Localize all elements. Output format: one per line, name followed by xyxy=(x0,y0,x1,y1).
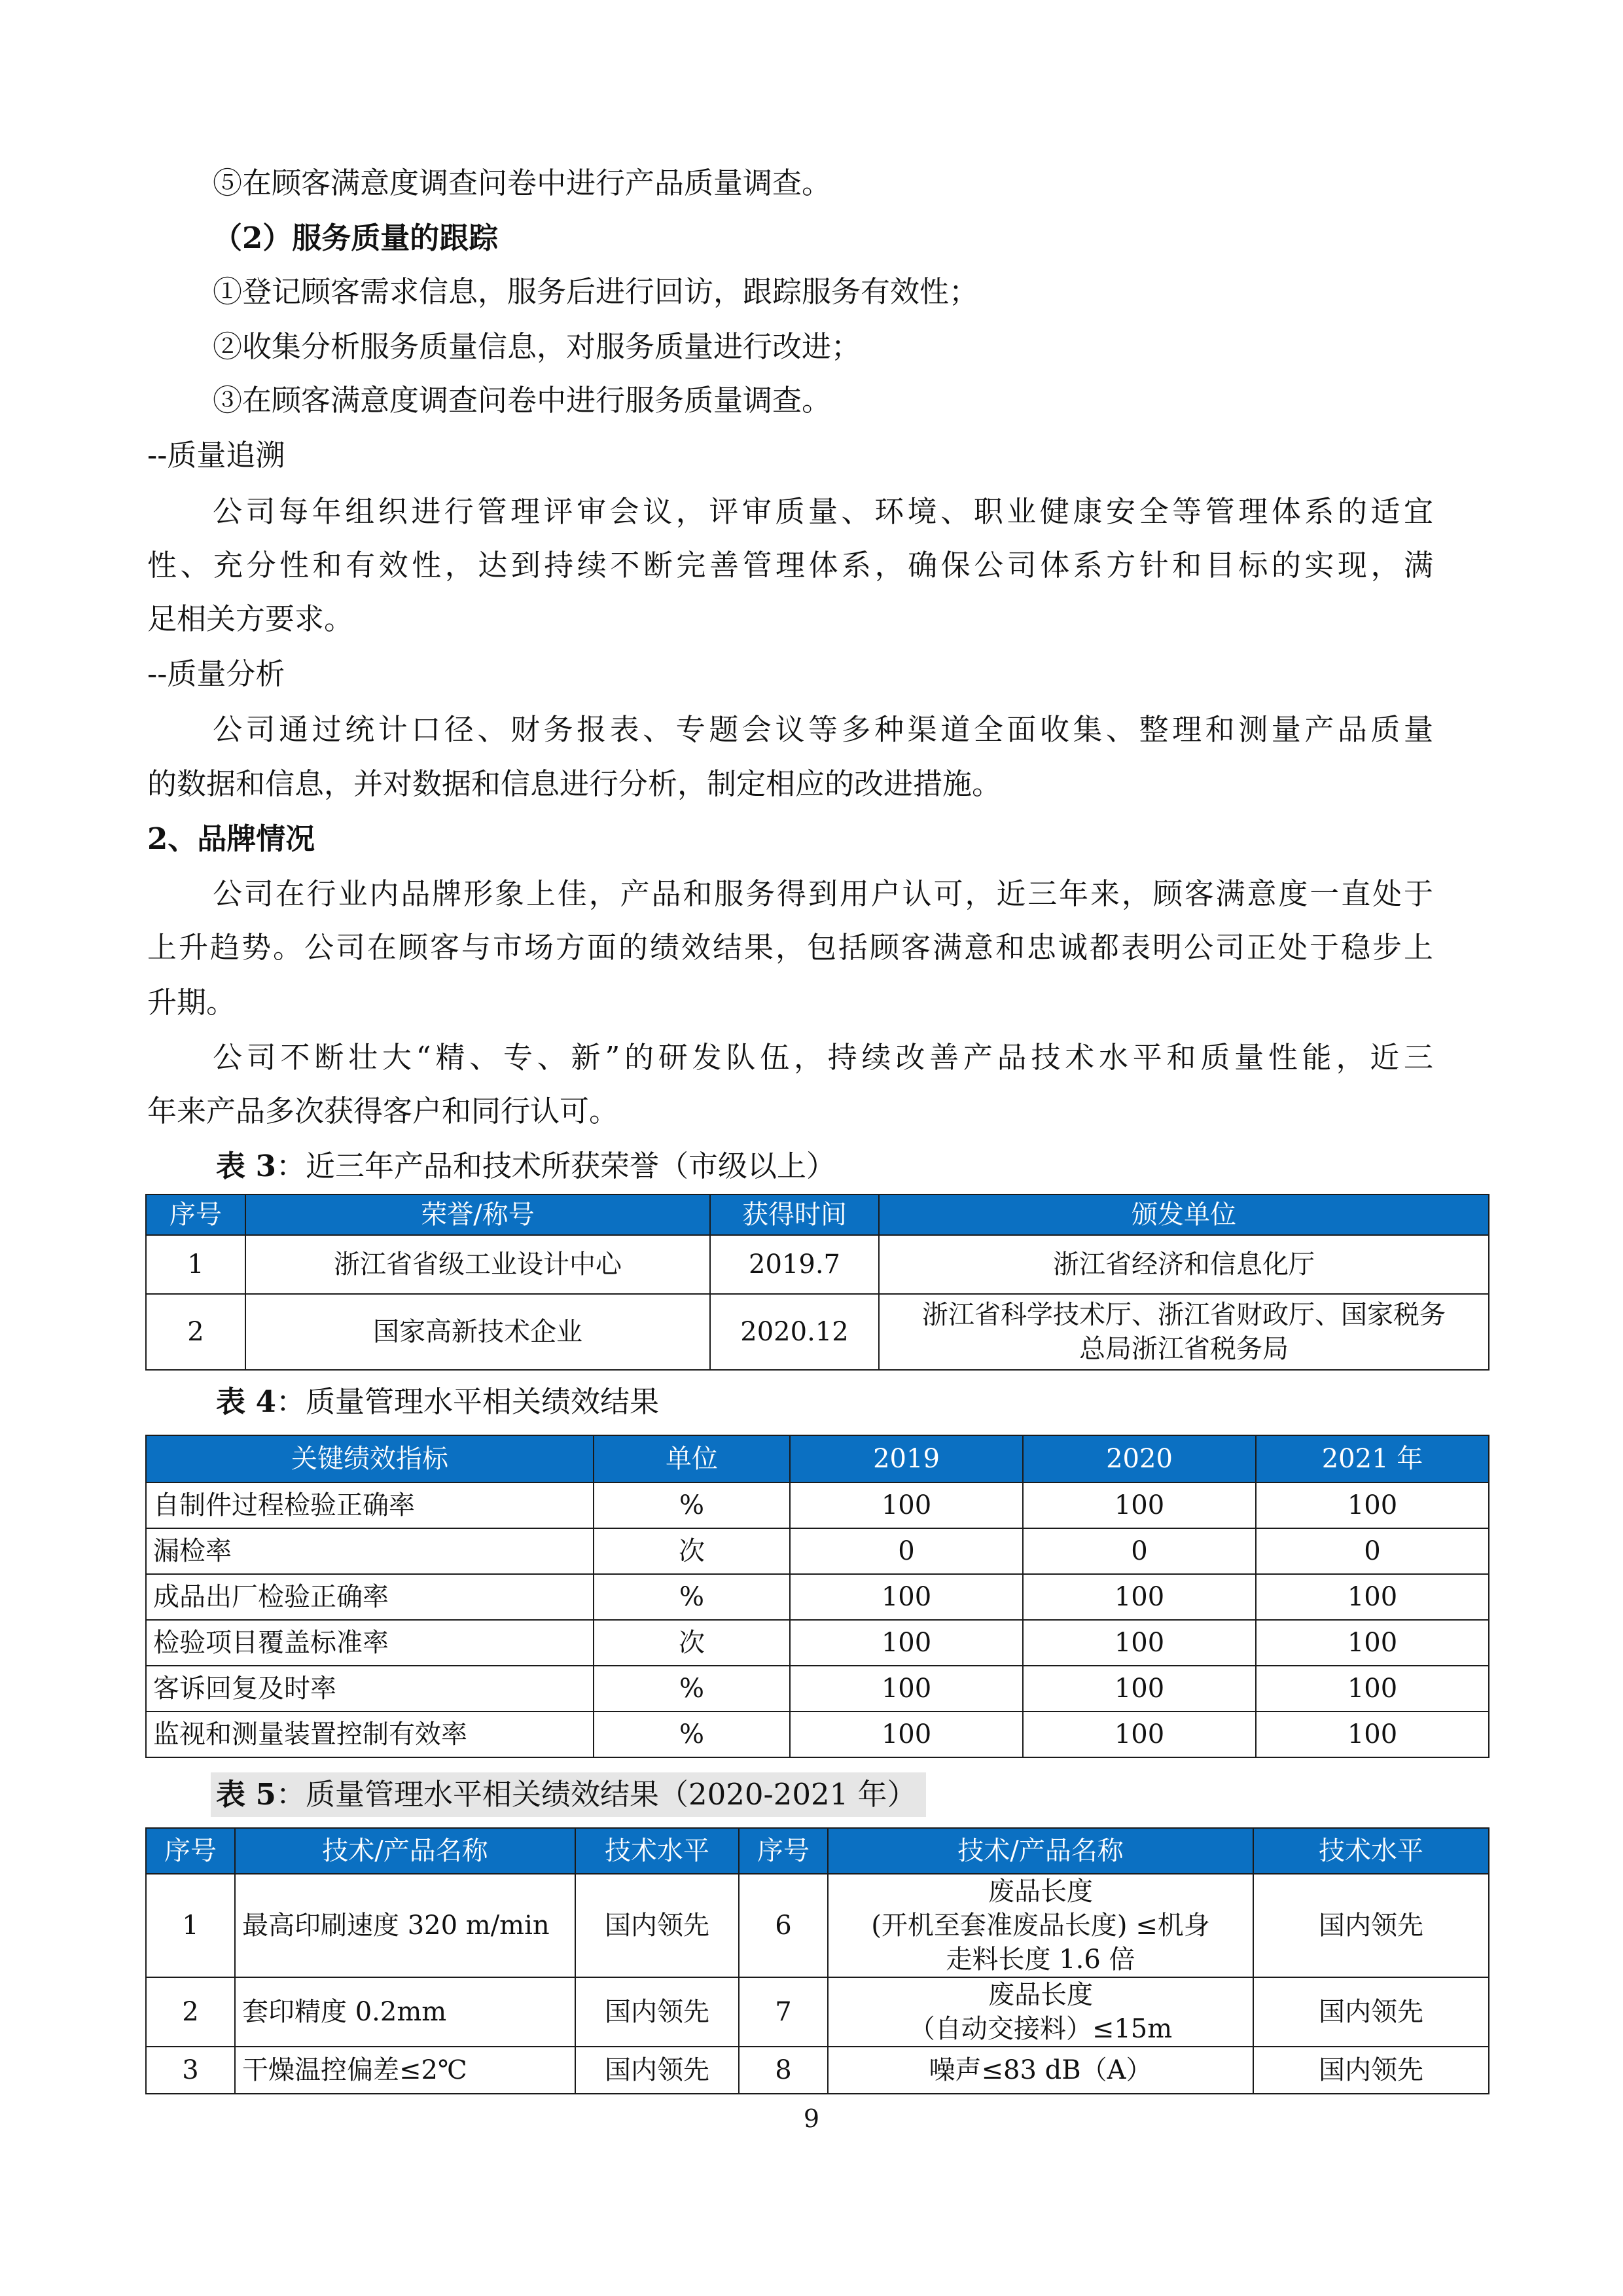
paragraph-brand-line-1: 公司在行业内品牌形象上佳，产品和服务得到用户认可，近三年来，顾客满意度一直处于 xyxy=(213,876,1433,911)
table4-header-cell: 2020 xyxy=(1023,1435,1256,1482)
table4-header-cell: 2019 xyxy=(790,1435,1023,1482)
table3-cell-no: 2 xyxy=(146,1294,245,1370)
table4-caption xyxy=(216,1382,659,1422)
table5-cell-level: 国内领先 xyxy=(1253,2047,1489,2094)
table5-cell-no: 2 xyxy=(146,1977,235,2047)
table5-cell-no: 3 xyxy=(146,2047,235,2094)
table4-cell: 100 xyxy=(1256,1482,1489,1528)
paragraph-service-item-2: ②收集分析服务质量信息，对服务质量进行改进； xyxy=(213,329,861,364)
table4-cell: 0 xyxy=(1023,1528,1256,1574)
table4-cell-indicator: 监视和测量装置控制有效率 xyxy=(146,1712,594,1757)
table5-cell-name: 干燥温控偏差≤2℃ xyxy=(235,2047,575,2094)
table3-caption-text: ：近三年产品和技术所获荣誉（市级以上） xyxy=(276,1149,836,1183)
table4-cell: 次 xyxy=(594,1620,790,1666)
table5-header-cell: 技术/产品名称 xyxy=(828,1828,1253,1874)
heading-brand: 2、品牌情况 xyxy=(147,821,315,856)
paragraph-traceability-line-1: 公司每年组织进行管理评审会议，评审质量、环境、职业健康安全等管理体系的适宜 xyxy=(213,494,1433,529)
paragraph-service-item-1: ①登记顾客需求信息，服务后进行回访，跟踪服务有效性； xyxy=(213,274,979,309)
table5-header-cell: 序号 xyxy=(739,1828,828,1874)
table5-name-line: 废品长度 xyxy=(988,1876,1093,1907)
table4-cell: 100 xyxy=(790,1620,1023,1666)
table4-caption-label: 表 4 xyxy=(216,1384,276,1419)
table4-cell: 100 xyxy=(790,1712,1023,1757)
table3-cell-issuer xyxy=(879,1294,1489,1370)
paragraph-team-line-1: 公司不断壮大“精、专、新”的研发队伍，持续改善产品技术水平和质量性能，近三 xyxy=(213,1040,1433,1075)
table4-cell: % xyxy=(594,1574,790,1620)
page-number: 9 xyxy=(803,2104,820,2133)
table5-cell-no: 8 xyxy=(739,2047,828,2094)
table4-cell: 100 xyxy=(790,1482,1023,1528)
table5-header-cell: 技术水平 xyxy=(1253,1828,1489,1874)
table-row xyxy=(146,1977,1489,2047)
table4-cell: 次 xyxy=(594,1528,790,1574)
table4-cell: 100 xyxy=(1023,1482,1256,1528)
table4-cell: % xyxy=(594,1712,790,1757)
paragraph-team-line-2: 年来产品多次获得客户和同行认可。 xyxy=(147,1094,619,1128)
table4-cell: % xyxy=(594,1482,790,1528)
table4-cell: 0 xyxy=(790,1528,1023,1574)
paragraph-service-item-3b: ③在顾客满意度调查问卷中进行服务质量调查。 xyxy=(213,383,832,418)
table-row xyxy=(146,2047,1489,2094)
table4-performance xyxy=(145,1435,1489,1758)
table5-cell-level: 国内领先 xyxy=(575,1977,739,2047)
table-row xyxy=(146,1666,1489,1712)
table5-cell-name: 套印精度 0.2mm xyxy=(235,1977,575,2047)
table3-header-row xyxy=(146,1194,1489,1235)
table5-cell-no: 6 xyxy=(739,1874,828,1977)
heading-quality-traceability: --质量追溯 xyxy=(147,438,285,473)
table4-cell: 0 xyxy=(1256,1528,1489,1574)
paragraph-product-survey: ⑤在顾客满意度调查问卷中进行产品质量调查。 xyxy=(213,166,832,200)
paragraph-traceability-line-3: 足相关方要求。 xyxy=(147,601,354,636)
table5-cell-level: 国内领先 xyxy=(575,1874,739,1977)
table-row xyxy=(146,1482,1489,1528)
table4-cell: 100 xyxy=(1256,1712,1489,1757)
table3-cell-title: 浙江省省级工业设计中心 xyxy=(245,1235,710,1294)
table3-header-cell: 荣誉/称号 xyxy=(245,1194,710,1235)
table-row xyxy=(146,1620,1489,1666)
table5-name-line: 废品长度 xyxy=(988,1980,1093,2010)
table5-cell-name: 噪声≤83 dB（A） xyxy=(828,2047,1253,2094)
table5-name-line: （自动交接料）≤15m xyxy=(908,2014,1173,2044)
table4-cell: 100 xyxy=(1256,1666,1489,1712)
paragraph-brand-line-2: 上升趋势。公司在顾客与市场方面的绩效结果，包括顾客满意和忠诚都表明公司正处于稳步上 xyxy=(147,930,1433,965)
table-row xyxy=(146,1574,1489,1620)
table4-cell: 100 xyxy=(790,1574,1023,1620)
table3-cell-title: 国家高新技术企业 xyxy=(245,1294,710,1370)
table3-caption xyxy=(216,1147,836,1186)
table3-cell-time: 2019.7 xyxy=(710,1235,879,1294)
paragraph-traceability-line-2: 性、充分性和有效性，达到持续不断完善管理体系，确保公司体系方针和目标的实现，满 xyxy=(147,548,1433,583)
table5-caption-text: ：质量管理水平相关绩效结果（2020-2021 年） xyxy=(276,1777,917,1812)
table3-cell-no: 1 xyxy=(146,1235,245,1294)
table4-cell: 100 xyxy=(1023,1666,1256,1712)
table5-cell-name xyxy=(828,1874,1253,1977)
table4-cell-indicator: 客诉回复及时率 xyxy=(146,1666,594,1712)
table5-cell-level: 国内领先 xyxy=(575,2047,739,2094)
table5-header-cell: 技术/产品名称 xyxy=(235,1828,575,1874)
table4-header-cell: 关键绩效指标 xyxy=(146,1435,594,1482)
table3-honors xyxy=(145,1194,1489,1371)
table4-header-cell: 单位 xyxy=(594,1435,790,1482)
table5-header-cell: 序号 xyxy=(146,1828,235,1874)
table3-header-cell: 颁发单位 xyxy=(879,1194,1489,1235)
table5-cell-no: 7 xyxy=(739,1977,828,2047)
table4-caption-text: ：质量管理水平相关绩效结果 xyxy=(276,1384,659,1419)
table-row xyxy=(146,1712,1489,1757)
table4-header-cell: 2021 年 xyxy=(1256,1435,1489,1482)
table5-header-cell: 技术水平 xyxy=(575,1828,739,1874)
table4-cell-indicator: 自制件过程检验正确率 xyxy=(146,1482,594,1528)
heading-quality-analysis: --质量分析 xyxy=(147,656,285,691)
table4-cell-indicator: 漏检率 xyxy=(146,1528,594,1574)
heading-service-tracking: （2）服务质量的跟踪 xyxy=(213,221,499,255)
table-row xyxy=(146,1235,1489,1294)
table4-cell: 100 xyxy=(1256,1574,1489,1620)
table4-cell-indicator: 成品出厂检验正确率 xyxy=(146,1574,594,1620)
paragraph-analysis-line-1: 公司通过统计口径、财务报表、专题会议等多种渠道全面收集、整理和测量产品质量 xyxy=(213,712,1433,747)
table3-issuer-line: 浙江省科学技术厅、浙江省财政厅、国家税务 xyxy=(922,1300,1446,1330)
table4-cell-indicator: 检验项目覆盖标准率 xyxy=(146,1620,594,1666)
table5-cell-level: 国内领先 xyxy=(1253,1977,1489,2047)
table-row xyxy=(146,1294,1489,1370)
table5-cell-level: 国内领先 xyxy=(1253,1874,1489,1977)
table4-header-row xyxy=(146,1435,1489,1482)
table5-technology xyxy=(145,1827,1489,2094)
table3-caption-label: 表 3 xyxy=(216,1149,276,1183)
table5-cell-name xyxy=(828,1977,1253,2047)
table-row xyxy=(146,1874,1489,1977)
table5-cell-no: 1 xyxy=(146,1874,235,1977)
table3-header-cell: 序号 xyxy=(146,1194,245,1235)
table5-cell-name: 最高印刷速度 320 m/min xyxy=(235,1874,575,1977)
table5-header-row xyxy=(146,1828,1489,1874)
table5-caption xyxy=(211,1772,926,1817)
table3-cell-issuer: 浙江省经济和信息化厅 xyxy=(879,1235,1489,1294)
table4-cell: 100 xyxy=(1023,1712,1256,1757)
paragraph-brand-line-3: 升期。 xyxy=(147,985,236,1020)
table4-cell: % xyxy=(594,1666,790,1712)
table4-cell: 100 xyxy=(790,1666,1023,1712)
table4-cell: 100 xyxy=(1023,1574,1256,1620)
table-row xyxy=(146,1528,1489,1574)
table4-cell: 100 xyxy=(1023,1620,1256,1666)
paragraph-analysis-line-2: 的数据和信息，并对数据和信息进行分析，制定相应的改进措施。 xyxy=(147,766,1002,801)
table5-name-line: (开机至套准废品长度) ≤机身 xyxy=(871,1910,1210,1941)
table4-cell: 100 xyxy=(1256,1620,1489,1666)
table3-header-cell: 获得时间 xyxy=(710,1194,879,1235)
table5-caption-label: 表 5 xyxy=(216,1777,276,1812)
table5-name-line: 走料长度 1.6 倍 xyxy=(946,1945,1135,1975)
table3-issuer-line: 总局浙江省税务局 xyxy=(1079,1334,1289,1364)
table3-cell-time: 2020.12 xyxy=(710,1294,879,1370)
